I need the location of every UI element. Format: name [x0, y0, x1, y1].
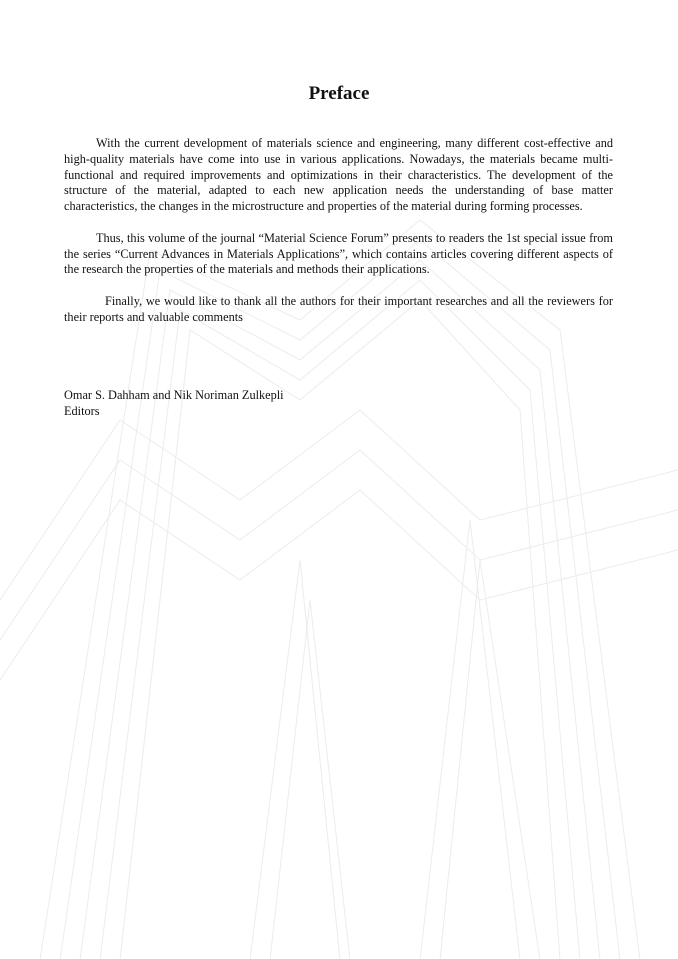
editor-names: Omar S. Dahham and Nik Noriman Zulkepli	[64, 388, 284, 402]
signature-block	[64, 388, 464, 420]
paragraph-2: Thus, this volume of the journal “Material Science Forum” presents to readers the 1st special issue from the series “Current Advances in Materials Applications”, which contains articles covering different aspects of the research the properties of the materials and methods their applications.	[64, 230, 613, 277]
preface-body	[64, 136, 613, 341]
page-title: Preface	[308, 83, 370, 104]
paragraph-3: Finally, we would like to thank all the authors for their important researches and all the reviewers for their reports and valuable comments	[64, 293, 613, 324]
editor-role: Editors	[64, 403, 100, 418]
paragraph-1: With the current development of materials science and engineering, many different cost-effective and high-quality materials have come into use in various applications. Nowadays, the materials became multi-functional and required improvements and optimizations in their characteristics. The development of the structure of the material, adapted to each new application needs the understanding of base matter characteristics, the changes in the microstructure and properties of the material during forming processes.	[64, 136, 613, 214]
